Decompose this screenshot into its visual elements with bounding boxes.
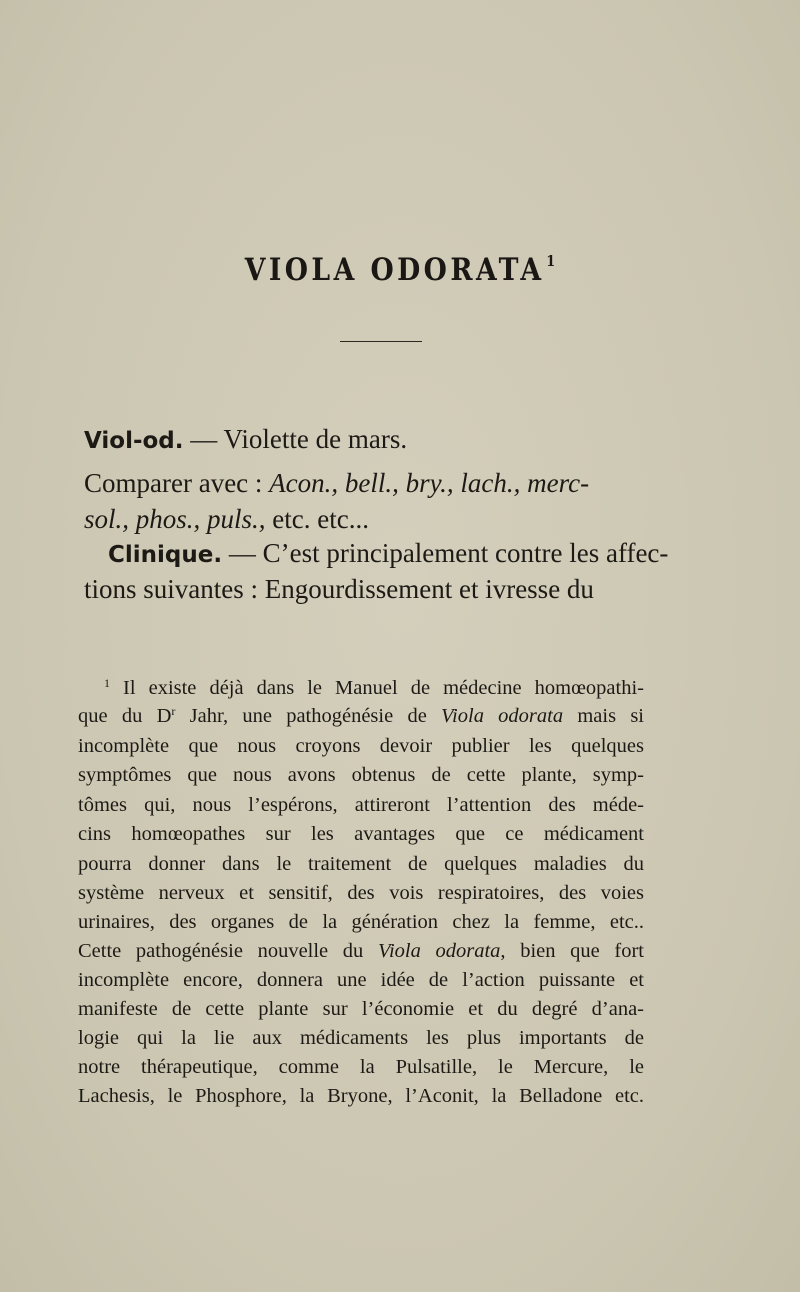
body-line-4: [108, 538, 688, 569]
footnote-line-3: incomplète que nous croyons devoir publier les quelques: [78, 735, 644, 757]
footnote-line-11: incomplète encore, donnera une idée de l’action puissante et: [78, 969, 644, 991]
footnote-line-9: urinaires, des organes de la génération chez la femme, etc..: [78, 911, 644, 933]
remedy-abbrev: Viol-od.: [84, 428, 184, 454]
footnote-line-10: Cette pathogénésie nouvelle du Viola odorata, bien que fort: [78, 940, 644, 962]
remedy-common-name: — Violette de mars.: [183, 424, 408, 454]
clinique-label: Clinique.: [108, 542, 223, 568]
body-line-2: [84, 468, 664, 499]
footnote-line-1: $^1$ Il existe déjà dans le Manuel de médecine homœopathi-: [104, 676, 644, 699]
footnote-line-12: manifeste de cette plante sur l’économie et du degré d’ana-: [78, 998, 644, 1020]
footnote-line-7: pourra donner dans le traitement de quelques maladies du: [78, 853, 644, 875]
footnote-line-13: logie qui la lie aux médicaments les plus importants de: [78, 1027, 644, 1049]
footnote-line-6: cins homœopathes sur les avantages que ce médicament: [78, 823, 644, 845]
compare-items-cont: sol., phos., puls.,: [84, 504, 266, 534]
clinique-text: — C’est principalement contre les affec-: [222, 538, 669, 568]
body-line-5: [84, 574, 664, 605]
compare-lead: Comparer avec :: [84, 468, 270, 498]
title-text: VIOLA ODORATA: [244, 252, 545, 288]
compare-items: Acon., bell., bry., lach., merc-: [269, 468, 590, 498]
compare-etc: etc. etc...: [265, 504, 369, 534]
footnote-line-2: que du $D^r$ Jahr, une pathogénésie de Viola odorata mais si: [78, 704, 644, 727]
body-line-1: [84, 424, 664, 455]
clinique-text-cont: tions suivantes : Engourdissement et ivresse du: [84, 574, 594, 604]
page-title: [56, 252, 744, 288]
body-line-3: [84, 504, 664, 535]
title-note-mark: 1: [546, 252, 556, 270]
footnote-mark: 1: [104, 676, 110, 690]
footnote-line-8: système nerveux et sensitif, des vois respiratoires, des voies: [78, 882, 644, 904]
title-rule: [340, 341, 422, 342]
footnote-line-15: Lachesis, le Phosphore, la Bryone, l’Aconit, la Belladone etc.: [78, 1085, 644, 1107]
footnote-line-4: symptômes que nous avons obtenus de cette plante, symp-: [78, 764, 644, 786]
footnote-line-14: notre thérapeutique, comme la Pulsatille, le Mercure, le: [78, 1056, 644, 1078]
footnote-line-5: tômes qui, nous l’espérons, attireront l’attention des méde-: [78, 794, 644, 816]
